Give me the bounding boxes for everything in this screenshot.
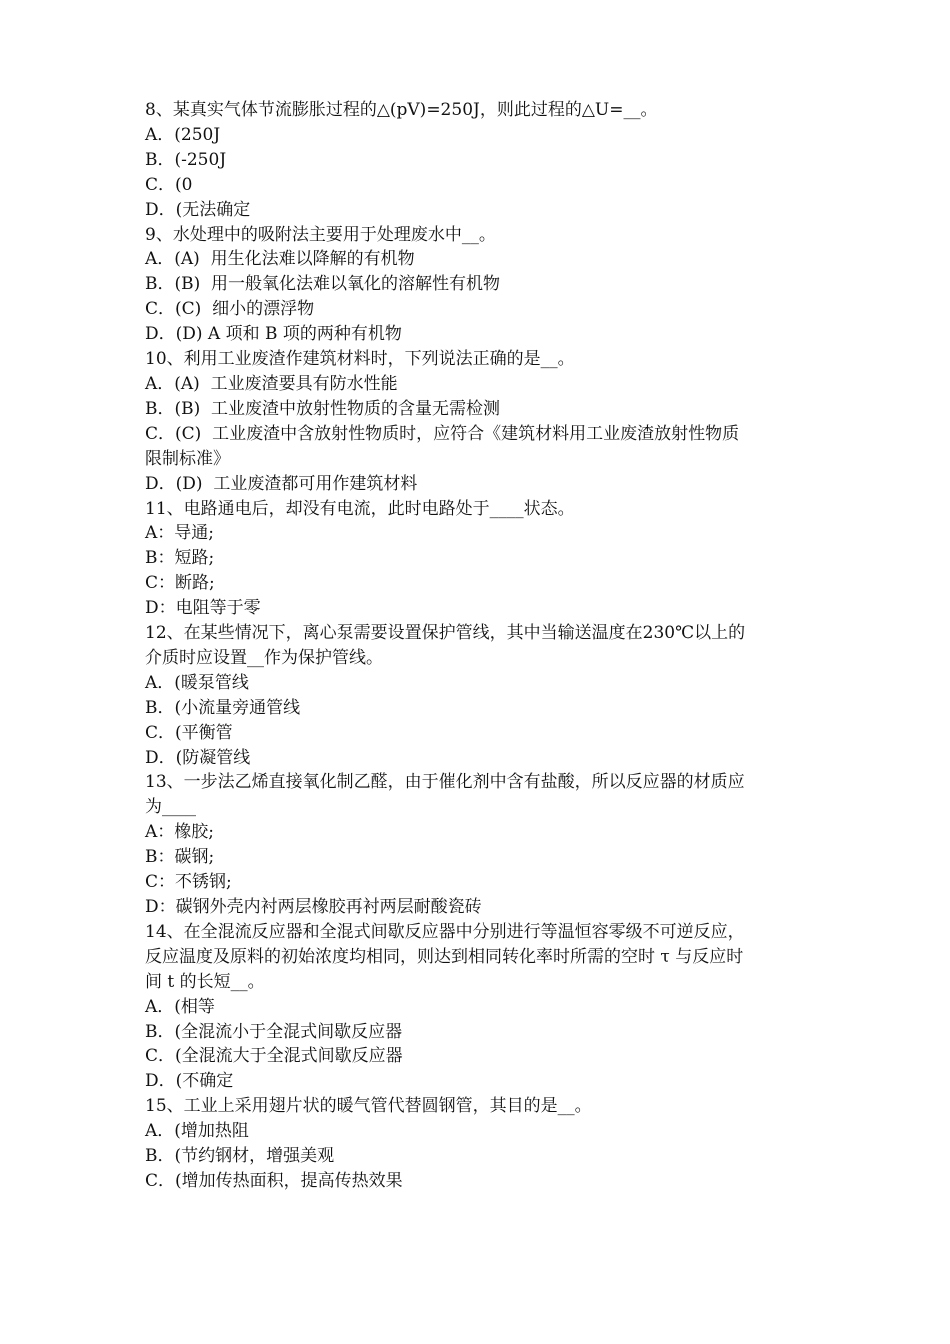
question-9-option-b: B．(B) 用一般氧化法难以氧化的溶解性有机物	[145, 274, 501, 295]
question-14-stem: 14、在全混流反应器和全混式间歇反应器中分别进行等温恒容零级不可逆反应，	[145, 921, 745, 942]
question-15-option-c: C．(增加传热面积，提高传热效果	[145, 1170, 403, 1191]
question-12-option-a: A．(暖泵管线	[145, 672, 249, 693]
question-10-option-b: B．(B) 工业废渣中放射性物质的含量无需检测	[145, 398, 501, 419]
question-11-option-a: A：导通;	[145, 523, 215, 544]
question-15-stem: 15、工业上采用翅片状的暖气管代替圆钢管，其目的是__。	[145, 1096, 592, 1117]
question-8-option-c: C．(0	[145, 174, 193, 195]
question-14-option-d: D．(不确定	[145, 1071, 234, 1092]
question-13-stem: 13、一步法乙烯直接氧化制乙醛，由于催化剂中含有盐酸，所以反应器的材质应	[145, 772, 745, 793]
question-11-stem: 11、电路通电后，却没有电流，此时电路处于____状态。	[145, 498, 575, 519]
question-10-option-d: D．(D) 工业废渣都可用作建筑材料	[145, 473, 418, 494]
question-15-option-b: B．(节约钢材，增强美观	[145, 1146, 335, 1167]
question-12-option-c: C．(平衡管	[145, 722, 233, 743]
question-9-option-a: A．(A) 用生化法难以降解的有机物	[145, 249, 415, 270]
question-14-option-c: C．(全混流大于全混式间歇反应器	[145, 1046, 403, 1067]
question-9-stem: 9、水处理中的吸附法主要用于处理废水中__。	[145, 224, 496, 245]
question-12-stem-continued: 介质时应设置__作为保护管线。	[145, 647, 383, 668]
question-10-option-c-continued: 限制标准》	[145, 448, 230, 469]
question-13-option-d: D：碳钢外壳内衬两层橡胶再衬两层耐酸瓷砖	[145, 897, 482, 917]
question-10-stem: 10、利用工业废渣作建筑材料时，下列说法正确的是__。	[145, 349, 575, 370]
question-12-option-d: D．(防凝管线	[145, 747, 251, 768]
question-14-stem-continued: 反应温度及原料的初始浓度均相同，则达到相同转化率时所需的空时 τ 与反应时	[145, 946, 744, 967]
question-11-option-d: D：电阻等于零	[145, 598, 261, 619]
question-13-option-b: B：碳钢;	[145, 847, 215, 868]
question-14-option-a: A．(相等	[145, 996, 215, 1017]
question-8-stem: 8、某真实气体节流膨胀过程的△(pV)=250J，则此过程的△U=__。	[145, 100, 658, 120]
question-9-option-d: D．(D) A 项和 B 项的两种有机物	[145, 324, 402, 345]
question-14-option-b: B．(全混流小于全混式间歇反应器	[145, 1021, 403, 1042]
question-8-option-b: B．(-250J	[145, 149, 227, 170]
question-11-option-b: B：短路;	[145, 548, 215, 569]
question-10-option-a: A．(A) 工业废渣要具有防水性能	[145, 373, 398, 394]
document-page	[145, 98, 815, 1194]
question-9-option-c: C．(C) 细小的漂浮物	[145, 299, 315, 320]
question-12-stem: 12、在某些情况下，离心泵需要设置保护管线，其中当输送温度在230℃以上的	[145, 623, 746, 644]
question-10-option-c: C．(C) 工业废渣中含放射性物质时，应符合《建筑材料用工业废渣放射性物质	[145, 423, 740, 444]
question-12-option-b: B．(小流量旁通管线	[145, 697, 301, 718]
question-14-stem-continued-2: 间 t 的长短__。	[145, 971, 265, 992]
question-8-option-d: D．(无法确定	[145, 199, 251, 220]
question-13-option-c: C：不锈钢;	[145, 872, 232, 893]
question-8-option-a: A．(250J	[145, 124, 221, 145]
question-13-stem-continued: 为____	[145, 797, 196, 818]
question-15-option-a: A．(增加热阻	[145, 1121, 249, 1142]
question-13-option-a: A：橡胶;	[145, 822, 215, 843]
question-11-option-c: C：断路;	[145, 573, 215, 594]
